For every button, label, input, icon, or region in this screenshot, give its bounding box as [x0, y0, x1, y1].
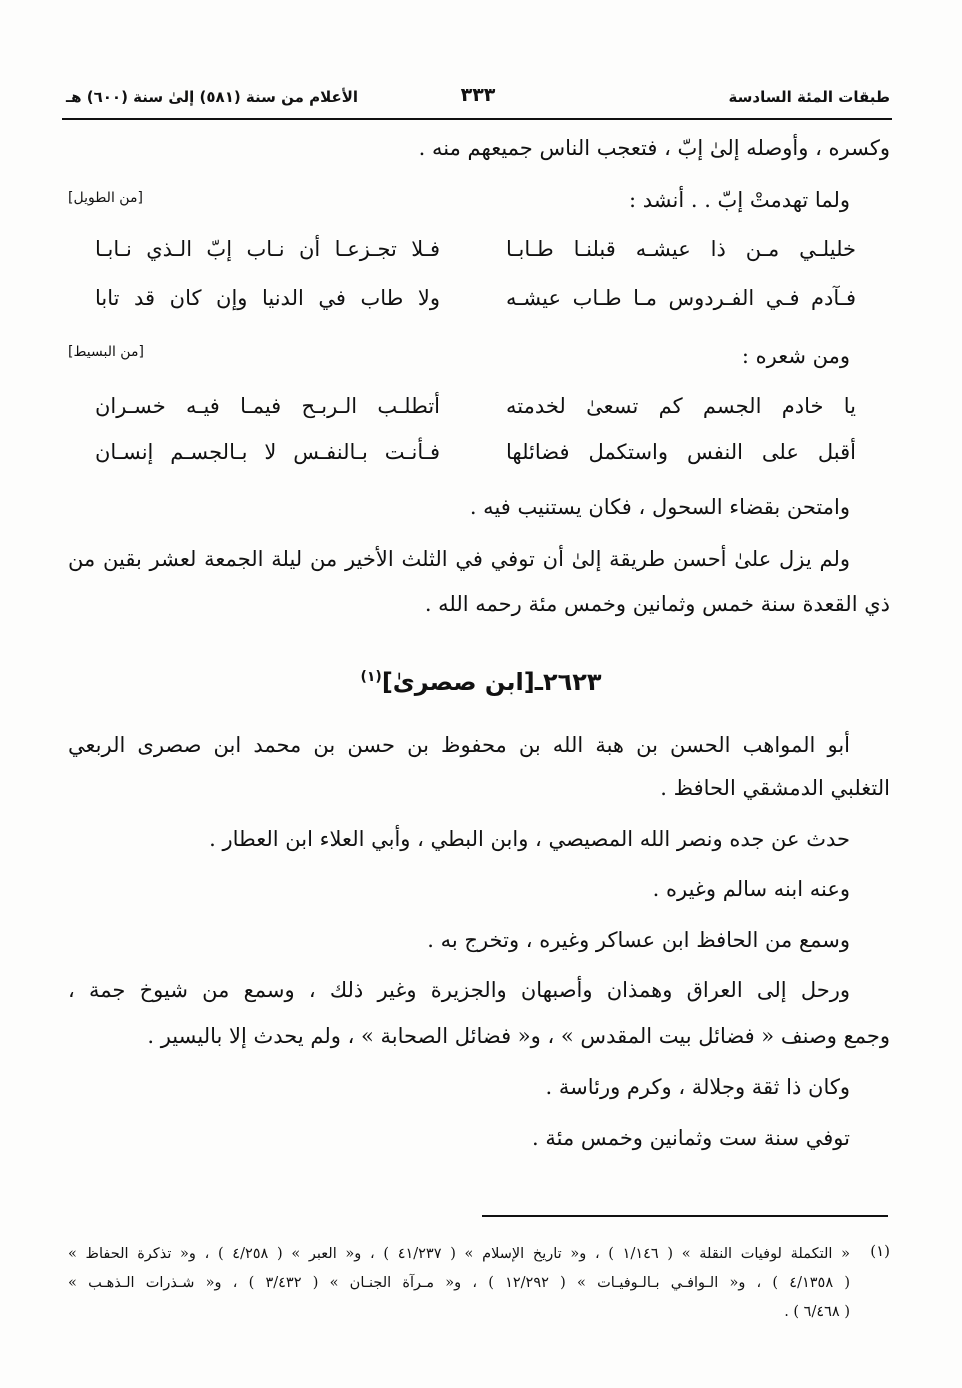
- text-line: ورحل إلى العراق وهمذان وأصبهان والجزيرة وغير ذلك ، وسمع من شيوخ جمة ،: [68, 978, 850, 1002]
- footnote-line: ( ٦/٤٦٨ ) .: [784, 1304, 850, 1320]
- footnote-divider: [482, 1215, 888, 1217]
- verse-hemistich: فـلا تجـزعـا أن نـاب إبّ الـذي نـابـا: [95, 237, 440, 261]
- entry-title: [ابن صصرىٰ]: [381, 668, 535, 696]
- footnote-line: « التكملة لوفيات النقلة » ( ١/١٤٦ ) ، و« تاريخ الإسلام » ( ٤١/٢٣٧ ) ، و« العبر » ( ٤/٢٥٨ ) ، و« تذكرة الحفاظ »: [68, 1246, 850, 1262]
- page-number: ٣٣٣: [460, 84, 496, 106]
- text-line: وسمع من الحافظ ابن عساكر وغيره ، وتخرج به .: [427, 928, 850, 952]
- text-line: ذي القعدة سنة خمس وثمانين وخمس مئة رحمه الله .: [424, 592, 890, 616]
- text-line: وجمع وصنف « فضائل بيت المقدس » ، و« فضائل الصحابة » ، ولم يحدث إلا باليسير .: [147, 1024, 890, 1048]
- text-line: حدث عن جده ونصر الله المصيصي ، وابن البطي ، وأبي العلاء ابن العطار .: [209, 827, 850, 851]
- meter-label: [من الطويل]: [68, 190, 143, 206]
- entry-heading: [0, 668, 962, 696]
- text-line: ومن شعره :: [741, 344, 850, 368]
- verse-hemistich: خليلـي مـن ذا عيشـه قبلنـا طـابـا: [506, 237, 856, 261]
- meter-label: [من البسيط]: [68, 344, 144, 360]
- entry-number: ٢٦٢٣ـ: [534, 668, 602, 696]
- text-line: وعنه ابنه سالم وغيره .: [652, 877, 850, 901]
- text-line: وكسره ، وأوصله إلىٰ إبّ ، فتعجب الناس جميعهم منه .: [418, 136, 890, 160]
- footnote-mark: (١): [870, 1242, 890, 1260]
- text-line: أبو المواهب الحسن بن هبة الله بن محفوظ بن حسن بن محمد ابن صصرى الربعي: [68, 733, 850, 757]
- verse-hemistich: فـآدم فـي الفـردوس مـا طـاب عيشـه: [506, 286, 856, 310]
- text-line: ولم يزل علىٰ أحسن طريقة إلىٰ أن توفي في الثلث الأخير من ليلة الجمعة لعشر بقين من: [68, 547, 850, 571]
- text-line: ولما تهدمتْ إبّ . . أنشد :: [628, 188, 850, 212]
- text-line: وكان ذا ثقة وجلالة ، وكرم ورئاسة .: [545, 1075, 850, 1099]
- verse-hemistich: أقبل على النفس واستكمل فضائلها: [506, 440, 856, 464]
- header-range: الأعلام من سنة (٥٨١) إلىٰ سنة (٦٠٠) هـ: [66, 88, 359, 106]
- text-line: التغلبي الدمشقي الحافظ .: [660, 776, 890, 800]
- footnote-reference: (١): [360, 669, 382, 685]
- verse-hemistich: فـأنـت بـالنفـس لا بـالجسـم إنسـان: [95, 440, 440, 464]
- header-divider: [62, 118, 892, 120]
- text-line: توفي سنة ست وثمانين وخمس مئة .: [532, 1126, 850, 1150]
- text-line: وامتحن بقضاء السحول ، فكان يستنيب فيه .: [469, 495, 850, 519]
- verse-hemistich: أتطلـب الـربـح فيمـا فيـه خسـران: [95, 394, 440, 418]
- verse-hemistich: ولا طاب في الدنيا وإن كان قد تابا: [95, 286, 440, 310]
- running-header: [66, 84, 890, 114]
- header-book-title: طبقات المئة السادسة: [728, 88, 890, 106]
- footnote-line: ( ٤/١٣٥٨ ) ، و« الـوافـي بـالـوفيـات » ( ١٢/٢٩٢ ) ، و« مـرآة الجنـان » ( ٣/٤٣٢ ) ، و« شـذرات الـذهـب »: [68, 1275, 850, 1291]
- verse-hemistich: يا خادم الجسم كم تسعىٰ لخدمته: [506, 394, 856, 418]
